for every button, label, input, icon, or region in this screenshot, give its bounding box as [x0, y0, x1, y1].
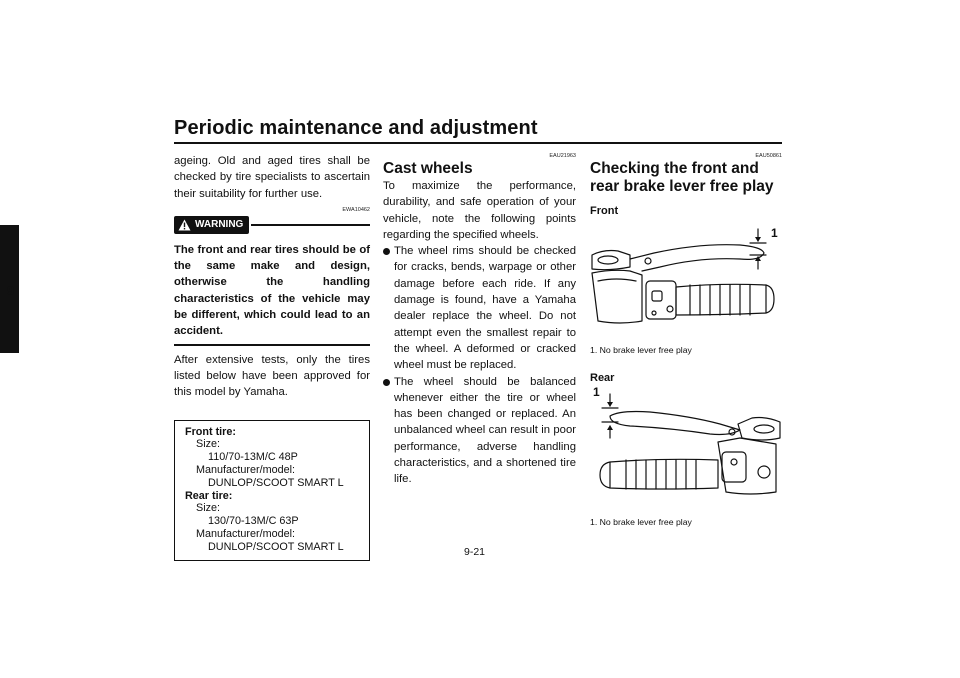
list-item: [383, 374, 576, 488]
front-maker-label: Manufacturer/model:: [196, 463, 296, 476]
front-maker-value: DUNLOP/SCOOT SMART L: [208, 476, 344, 489]
page-number: 9-21: [464, 546, 486, 558]
front-brake-figure: [590, 225, 782, 338]
page-title: Periodic maintenance and adjustment: [174, 117, 538, 139]
list-item-text: The wheel should be balanced whenever either the tire or wheel has been changed or replaced. An unbalanced wheel can result in poor performance, adverse handling characteristics, and a shortened tire life.: [394, 375, 576, 486]
rear-tire-label: Rear tire:: [185, 489, 233, 502]
column-tires: [174, 153, 370, 561]
rear-callout-number: 1: [593, 385, 600, 399]
bullet-icon: [383, 248, 390, 255]
rear-brake-lever-illustration: [590, 392, 782, 506]
cast-wheels-heading: Cast wheels: [383, 160, 473, 177]
warning-triangle-icon: [178, 219, 191, 231]
section-code: EAU50861: [755, 153, 782, 159]
list-item: [383, 243, 576, 373]
front-callout-number: 1: [771, 226, 778, 240]
front-tire-label: Front tire:: [185, 425, 236, 438]
rear-figure-caption: 1. No brake lever free play: [590, 517, 692, 528]
warning-header: [174, 216, 370, 234]
rear-maker-label: Manufacturer/model:: [196, 527, 296, 540]
front-brake-lever-illustration: [590, 225, 782, 333]
column-cast-wheels: [383, 153, 576, 488]
list-item-text: The wheel rims should be checked for cracks, bends, warpage or other damage before each ride. If any damage is found, have a Yamaha dealer replace the wheel. Do not attempt even the smallest repair to the wheel. A deformed or cracked wheel must be replaced.: [394, 245, 576, 372]
rear-brake-figure: [590, 385, 782, 511]
cast-wheels-intro: To maximize the performance, durability, and safe operation of your vehicle, note the following points regarding the specified wheels.: [383, 180, 576, 241]
rear-label: Rear: [590, 371, 615, 384]
section-code: EAU21963: [549, 153, 576, 159]
approved-tires-paragraph: After extensive tests, only the tires listed below have been approved for this model by Yamaha.: [174, 353, 370, 399]
tire-spec-box: [174, 420, 370, 561]
rear-size-label: Size:: [196, 502, 221, 515]
warning-code: EWA10462: [342, 206, 370, 213]
title-rule: [174, 142, 782, 144]
cast-wheels-list: [383, 243, 576, 487]
warning-badge: [174, 216, 249, 234]
column-brake-lever: [590, 153, 782, 531]
chapter-number: 9: [7, 283, 15, 298]
rear-size-value: 130/70-13M/C 63P: [208, 515, 299, 528]
front-size-value: 110/70-13M/C 48P: [208, 451, 298, 464]
front-size-label: Size:: [196, 438, 221, 451]
rear-maker-value: DUNLOP/SCOOT SMART L: [208, 540, 344, 553]
bullet-icon: [383, 379, 390, 386]
warning-label: WARNING: [195, 218, 244, 230]
tire-ageing-paragraph: ageing. Old and aged tires shall be checked by tire specialists to ascertain their suitability for further use.: [174, 155, 370, 200]
warning-rule: [251, 224, 370, 226]
warning-text: The front and rear tires should be of the same make and design, otherwise the handling characteristics of the vehicle may be different, which could lead to an accident.: [174, 242, 370, 346]
front-label: Front: [590, 205, 619, 217]
front-figure-caption: 1. No brake lever free play: [590, 344, 692, 355]
brake-lever-heading: Checking the front and rear brake lever free play: [590, 160, 774, 195]
